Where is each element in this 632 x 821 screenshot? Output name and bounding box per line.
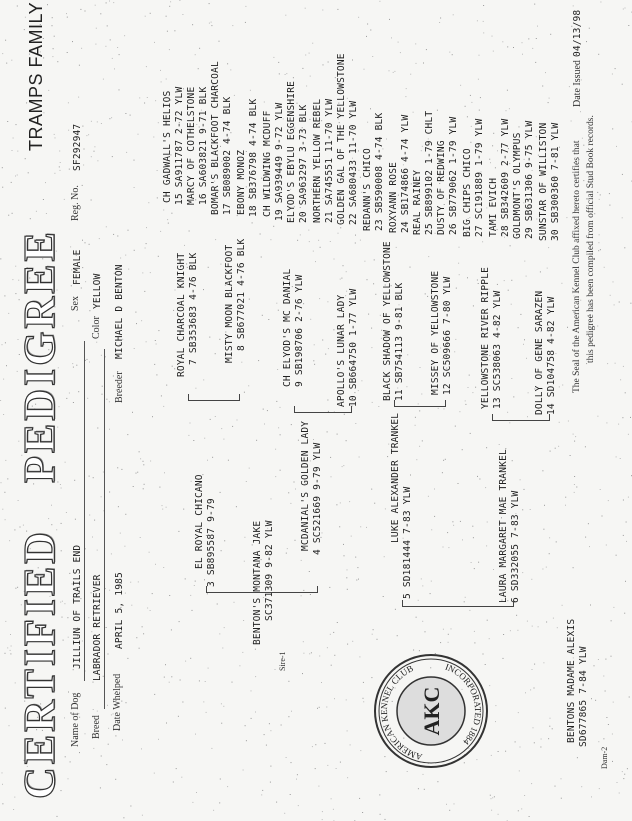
- gen3-name-12: MISSEY OF YELLOWSTONE: [430, 270, 441, 395]
- gen2-reg-3: 3 SB895587 9-79: [206, 498, 217, 587]
- name-label: Name of Dog: [70, 692, 81, 747]
- gen4-name-25: REAL RAINEY: [412, 169, 423, 235]
- breeder-label: Breeder: [114, 371, 125, 403]
- gen4-reg-15: 15 SA911787 2-72 YLW: [174, 86, 185, 205]
- certify-text: The Seal of the American Kennel Club affixed hereto certifies that: [572, 140, 582, 393]
- breed-label: Breed: [91, 715, 102, 739]
- gen4-name-18: EBONY MONOZ: [236, 149, 247, 215]
- gen4-name-26: DUSTY OF REDWING: [436, 140, 447, 235]
- bracket-gen2-dam: [402, 600, 514, 607]
- sire-name: BENTON'S MONTANA JAKE: [252, 520, 263, 645]
- dam-label: Dam-2: [600, 746, 609, 769]
- name-value: JILLIUN OF TRAILS END: [72, 544, 83, 669]
- akc-seal-graphic: [372, 652, 490, 770]
- gen2-name-3: EL ROYAL CHICANO: [194, 474, 205, 569]
- gen4-name-28: TAMI EVICH: [488, 177, 499, 237]
- compiled-text: this pedigree has been compiled from official Stud Book records.: [586, 115, 596, 363]
- gen3-name-13: YELLOWSTONE RIVER RIPPLE: [480, 266, 491, 409]
- breed-value: LABRADOR RETRIEVER: [92, 574, 103, 681]
- issued-value: 04/13/98: [572, 9, 583, 57]
- seal-ring-bottom: INCORPORATED 1884: [443, 661, 484, 747]
- dam-reg: SD677865 7-84 YLW: [578, 646, 589, 747]
- akc-seal: [372, 652, 490, 770]
- title-pedigree: PEDIGREE: [15, 229, 64, 483]
- gen3-name-14: DOLLY OF GENE SARAZEN: [534, 290, 545, 415]
- name-underline: [84, 341, 85, 681]
- gen3-name-9: CH ELYOD'S MC DANIAL: [282, 268, 293, 387]
- gen3-reg-13: 13 SC538063 4-82 YLW: [492, 290, 503, 409]
- bracket-gen3-b: [294, 406, 352, 413]
- gen3-reg-7: 7 SB353683 4-76 BLK: [188, 252, 199, 365]
- gen4-reg-19: 19 SA939449 9-72 YLW: [274, 102, 285, 221]
- gen4-reg-23: 23 SB590008 4-74 BLK: [374, 112, 385, 231]
- whelped-value: APRIL 5, 1985: [114, 572, 125, 649]
- gen4-name-17: BOMAR'S BLACKFOOT CHARCOAL: [210, 61, 221, 215]
- gen2-reg-5: 5 SD181444 7-83 YLW: [402, 486, 413, 599]
- gen2-name-6: LAURA MARGARET MAE TRANKEL: [498, 449, 509, 603]
- sex-value: FEMALE: [72, 249, 83, 285]
- gen4-reg-17: 17 SB089002 4-74 BLK: [222, 96, 233, 215]
- gen4-reg-27: 27 SC191889 1-79 YLW: [474, 118, 485, 237]
- gen4-reg-18: 18 SB376798 4-74 BLK: [248, 98, 259, 217]
- gen4-reg-28: 28 SB342609 2-77 YLW: [500, 118, 511, 237]
- title-certified: CERTIFIED: [15, 529, 64, 799]
- gen4-name-16: MARCY OF COTHELSTONE: [186, 86, 197, 205]
- sire-label: Sire-1: [278, 651, 287, 671]
- whelped-label: Date Whelped: [112, 673, 123, 731]
- bracket-gen3-d: [492, 414, 550, 421]
- gen4-name-24: ROXYANN ROSE: [388, 161, 399, 233]
- reg-value: SF292947: [72, 123, 83, 171]
- seal-center: AKC: [419, 686, 444, 736]
- gen2-name-5: LUKE ALEXANDER TRANKEL: [390, 412, 401, 543]
- gen3-name-8: MISTY MOON BLACKFOOT: [224, 244, 235, 363]
- gen4-name-19: CH WILDWING MCDUFF: [262, 110, 273, 217]
- issued-label: Date Issued: [572, 60, 583, 107]
- gen4-name-23: REDANN'S CHICO: [362, 148, 373, 231]
- gen3-reg-10: 10 SB664750 1-77 YLW: [348, 288, 359, 407]
- gen4-name-29: GOLDMONT'S OLYMPUS: [512, 132, 523, 239]
- gen3-reg-9: 9 SB198706 2-76 YLW: [294, 274, 305, 387]
- gen2-reg-6: 6 SD332055 7-83 YLW: [510, 490, 521, 603]
- gen3-reg-14: 14 SD104758 4-82 YLW: [546, 296, 557, 415]
- gen3-reg-8: 8 SB677021 4-76 BLK: [236, 238, 247, 351]
- gen3-name-7: ROYAL CHARCOAL KNIGHT: [176, 252, 187, 377]
- gen3-reg-11: 11 SB754113 9-81 BLK: [394, 282, 405, 401]
- gen4-reg-26: 26 SB779062 1-79 YLW: [448, 116, 459, 235]
- bracket-gen3-a: [188, 394, 240, 401]
- gen4-reg-20: 20 SA963297 3-73 BLK: [298, 104, 309, 223]
- gen4-name-20: ELYOD'S EBYLU EGGENSHIRE: [286, 80, 297, 223]
- sex-label: Sex: [70, 296, 81, 311]
- gen4-reg-30: 30 SB300360 7-81 YLW: [550, 122, 561, 241]
- gen4-reg-29: 29 SB631306 9-75 YLW: [524, 120, 535, 239]
- reg-label: Reg. No.: [70, 185, 81, 221]
- bracket-gen2-sire: [206, 586, 318, 593]
- gen4-name-22: GOLDEN GAL OF THE YELLOWSTONE: [336, 53, 347, 225]
- gen4-reg-21: 21 SA745551 11-70 YLW: [324, 98, 335, 223]
- gen4-name-21: NORTHERN YELLOW REBEL: [312, 98, 323, 223]
- gen4-name-15: CH GADWALL'S HELIOS: [162, 90, 173, 203]
- breed-underline: [104, 349, 105, 709]
- gen2-reg-4: 4 SC521669 9-79 YLW: [312, 442, 323, 555]
- color-label: Color: [91, 316, 102, 339]
- gen2-name-4: MCDANIAL'S GOLDEN LADY: [300, 420, 311, 551]
- kennel-name: TRAMPS FAMILY: [26, 1, 46, 151]
- dam-name: BENTONS MADAME ALEXIS: [566, 618, 577, 743]
- bracket-gen3-c: [394, 400, 446, 407]
- gen4-name-27: BIG CHIPS CHICO: [462, 148, 473, 237]
- gen4-reg-22: 22 SA680433 11-70 YLW: [348, 100, 359, 225]
- sire-reg: SC371309 9-82 YLW: [264, 520, 275, 621]
- gen4-name-30: SUNSTAR OF WILLISTON: [538, 122, 549, 241]
- gen3-name-11: BLACK SHADOW OF YELLOWSTONE: [382, 241, 393, 401]
- gen4-reg-25: 25 SB899102 1-79 CHLT: [424, 110, 435, 235]
- gen3-reg-12: 12 SC509666 7-80 YLW: [442, 276, 453, 395]
- gen3-name-10: APOLLO'S LUNAR LADY: [336, 294, 347, 407]
- gen4-reg-16: 16 SA603821 9-71 BLK: [198, 86, 209, 205]
- seal-ring-top: AMERICAN KENNEL CLUB: [378, 663, 424, 763]
- color-value: YELLOW: [92, 273, 103, 309]
- breeder-value: MICHAEL D BENTON: [114, 264, 125, 359]
- gen4-reg-24: 24 SB174866 4-74 YLW: [400, 114, 411, 233]
